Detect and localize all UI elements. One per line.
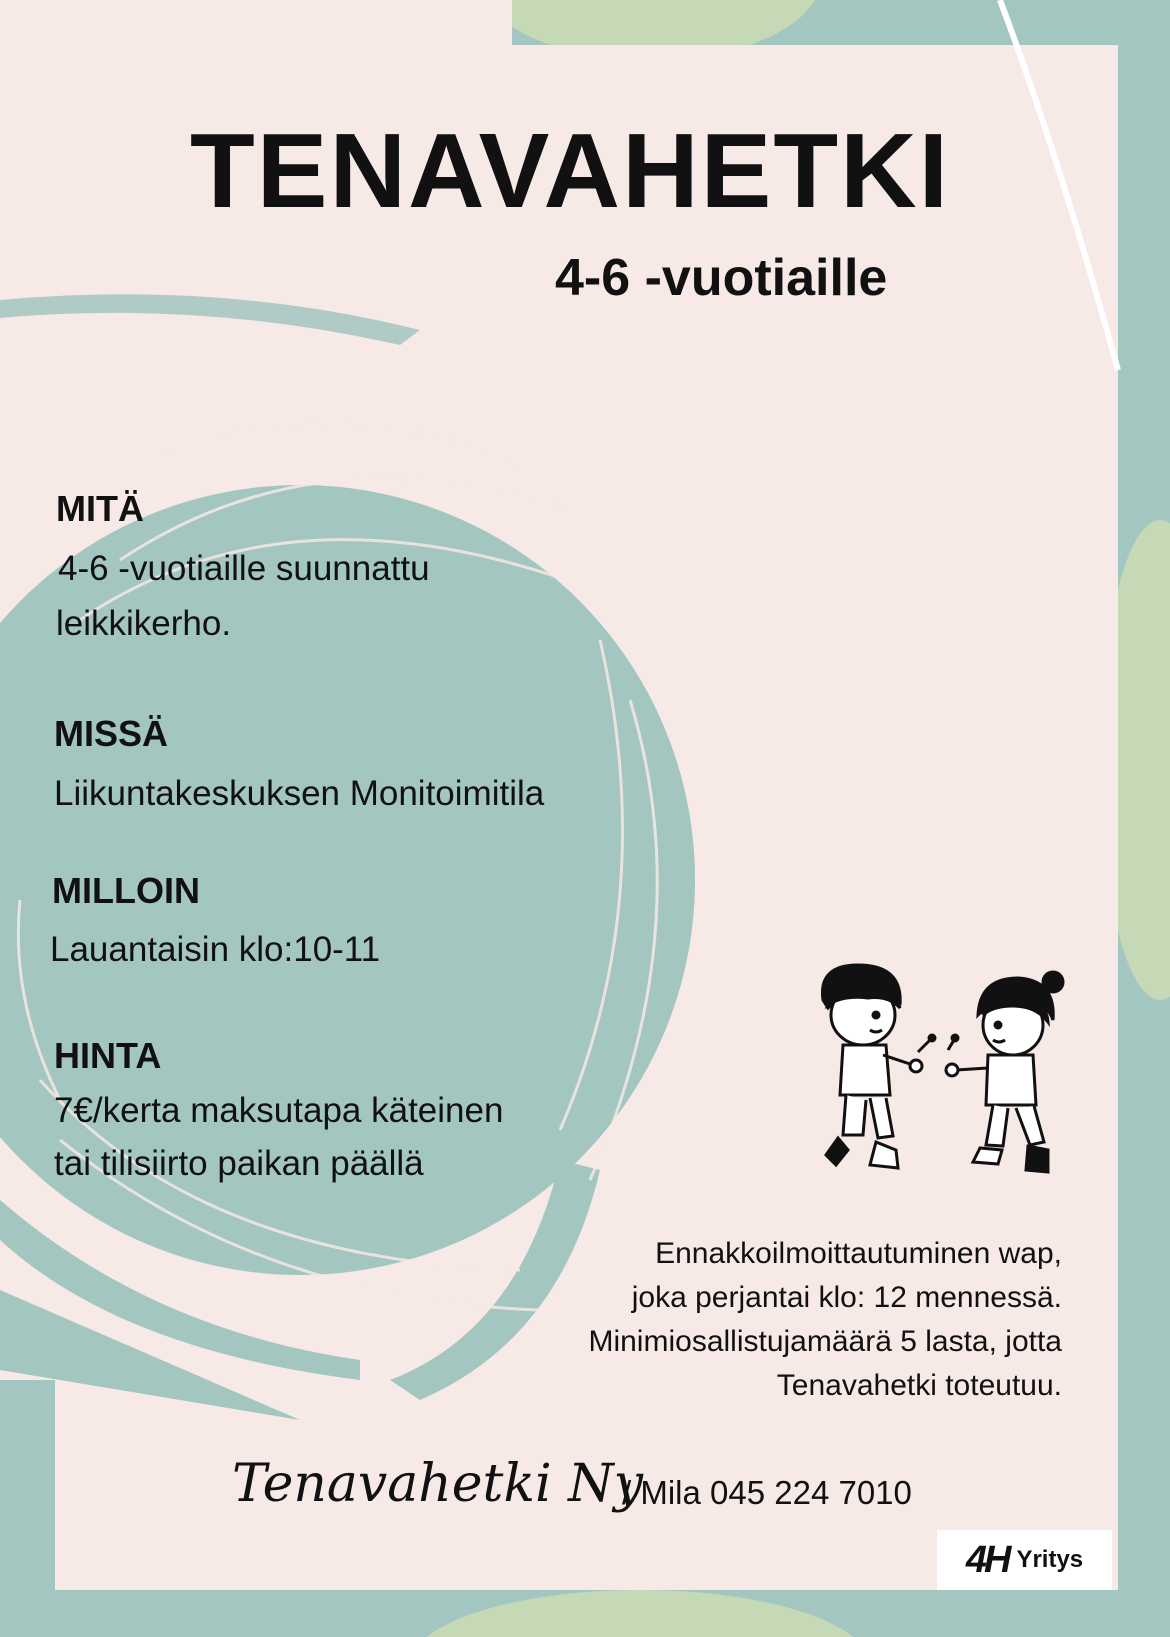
age-subtitle: 4-6 -vuotiaille: [555, 249, 888, 307]
notice-line: Minimiosallistujamäärä 5 lasta, jotta: [588, 1325, 1062, 1359]
section-text-when: Lauantaisin klo:10-11: [50, 930, 381, 969]
notice-line: Ennakkoilmoittautuminen wap,: [655, 1237, 1062, 1270]
sage-blob-bottom: [410, 1590, 870, 1637]
4h-yritys-logo: [937, 1530, 1112, 1590]
4h-logo-mark: 4H: [965, 1539, 1009, 1581]
4h-logo-text: Yritys: [1016, 1546, 1084, 1573]
children-playing-illustration: [808, 960, 1093, 1200]
section-heading-when: MILLOIN: [52, 870, 200, 911]
contact-phone: / Mila 045 224 7010: [622, 1474, 912, 1511]
notice-line: joka perjantai klo: 12 mennessä.: [631, 1281, 1062, 1315]
section-text-what-line-1: 4-6 -vuotiaille suunnattu: [58, 549, 430, 588]
registration-notice: [588, 1232, 1062, 1408]
boy-figure: [822, 965, 935, 1168]
section-text-what-line-2: leikkikerho.: [56, 604, 232, 643]
page-title: TENAVAHETKI: [190, 112, 951, 230]
section-heading-price: HINTA: [54, 1035, 162, 1076]
organizer-signature: Tenavahetki Ny: [232, 1454, 643, 1514]
paper-panel-top-left: [0, 0, 512, 60]
section-text-price-line-2: tai tilisiirto paikan päällä: [54, 1144, 424, 1183]
section-heading-what: MITÄ: [56, 488, 144, 529]
section-text-price-line-1: 7€/kerta maksutapa käteinen: [54, 1091, 504, 1130]
section-text-where: Liikuntakeskuksen Monitoimitila: [54, 774, 545, 813]
notice-line: Tenavahetki toteutuu.: [776, 1369, 1062, 1403]
girl-figure: [946, 972, 1063, 1172]
section-heading-where: MISSÄ: [54, 713, 169, 754]
